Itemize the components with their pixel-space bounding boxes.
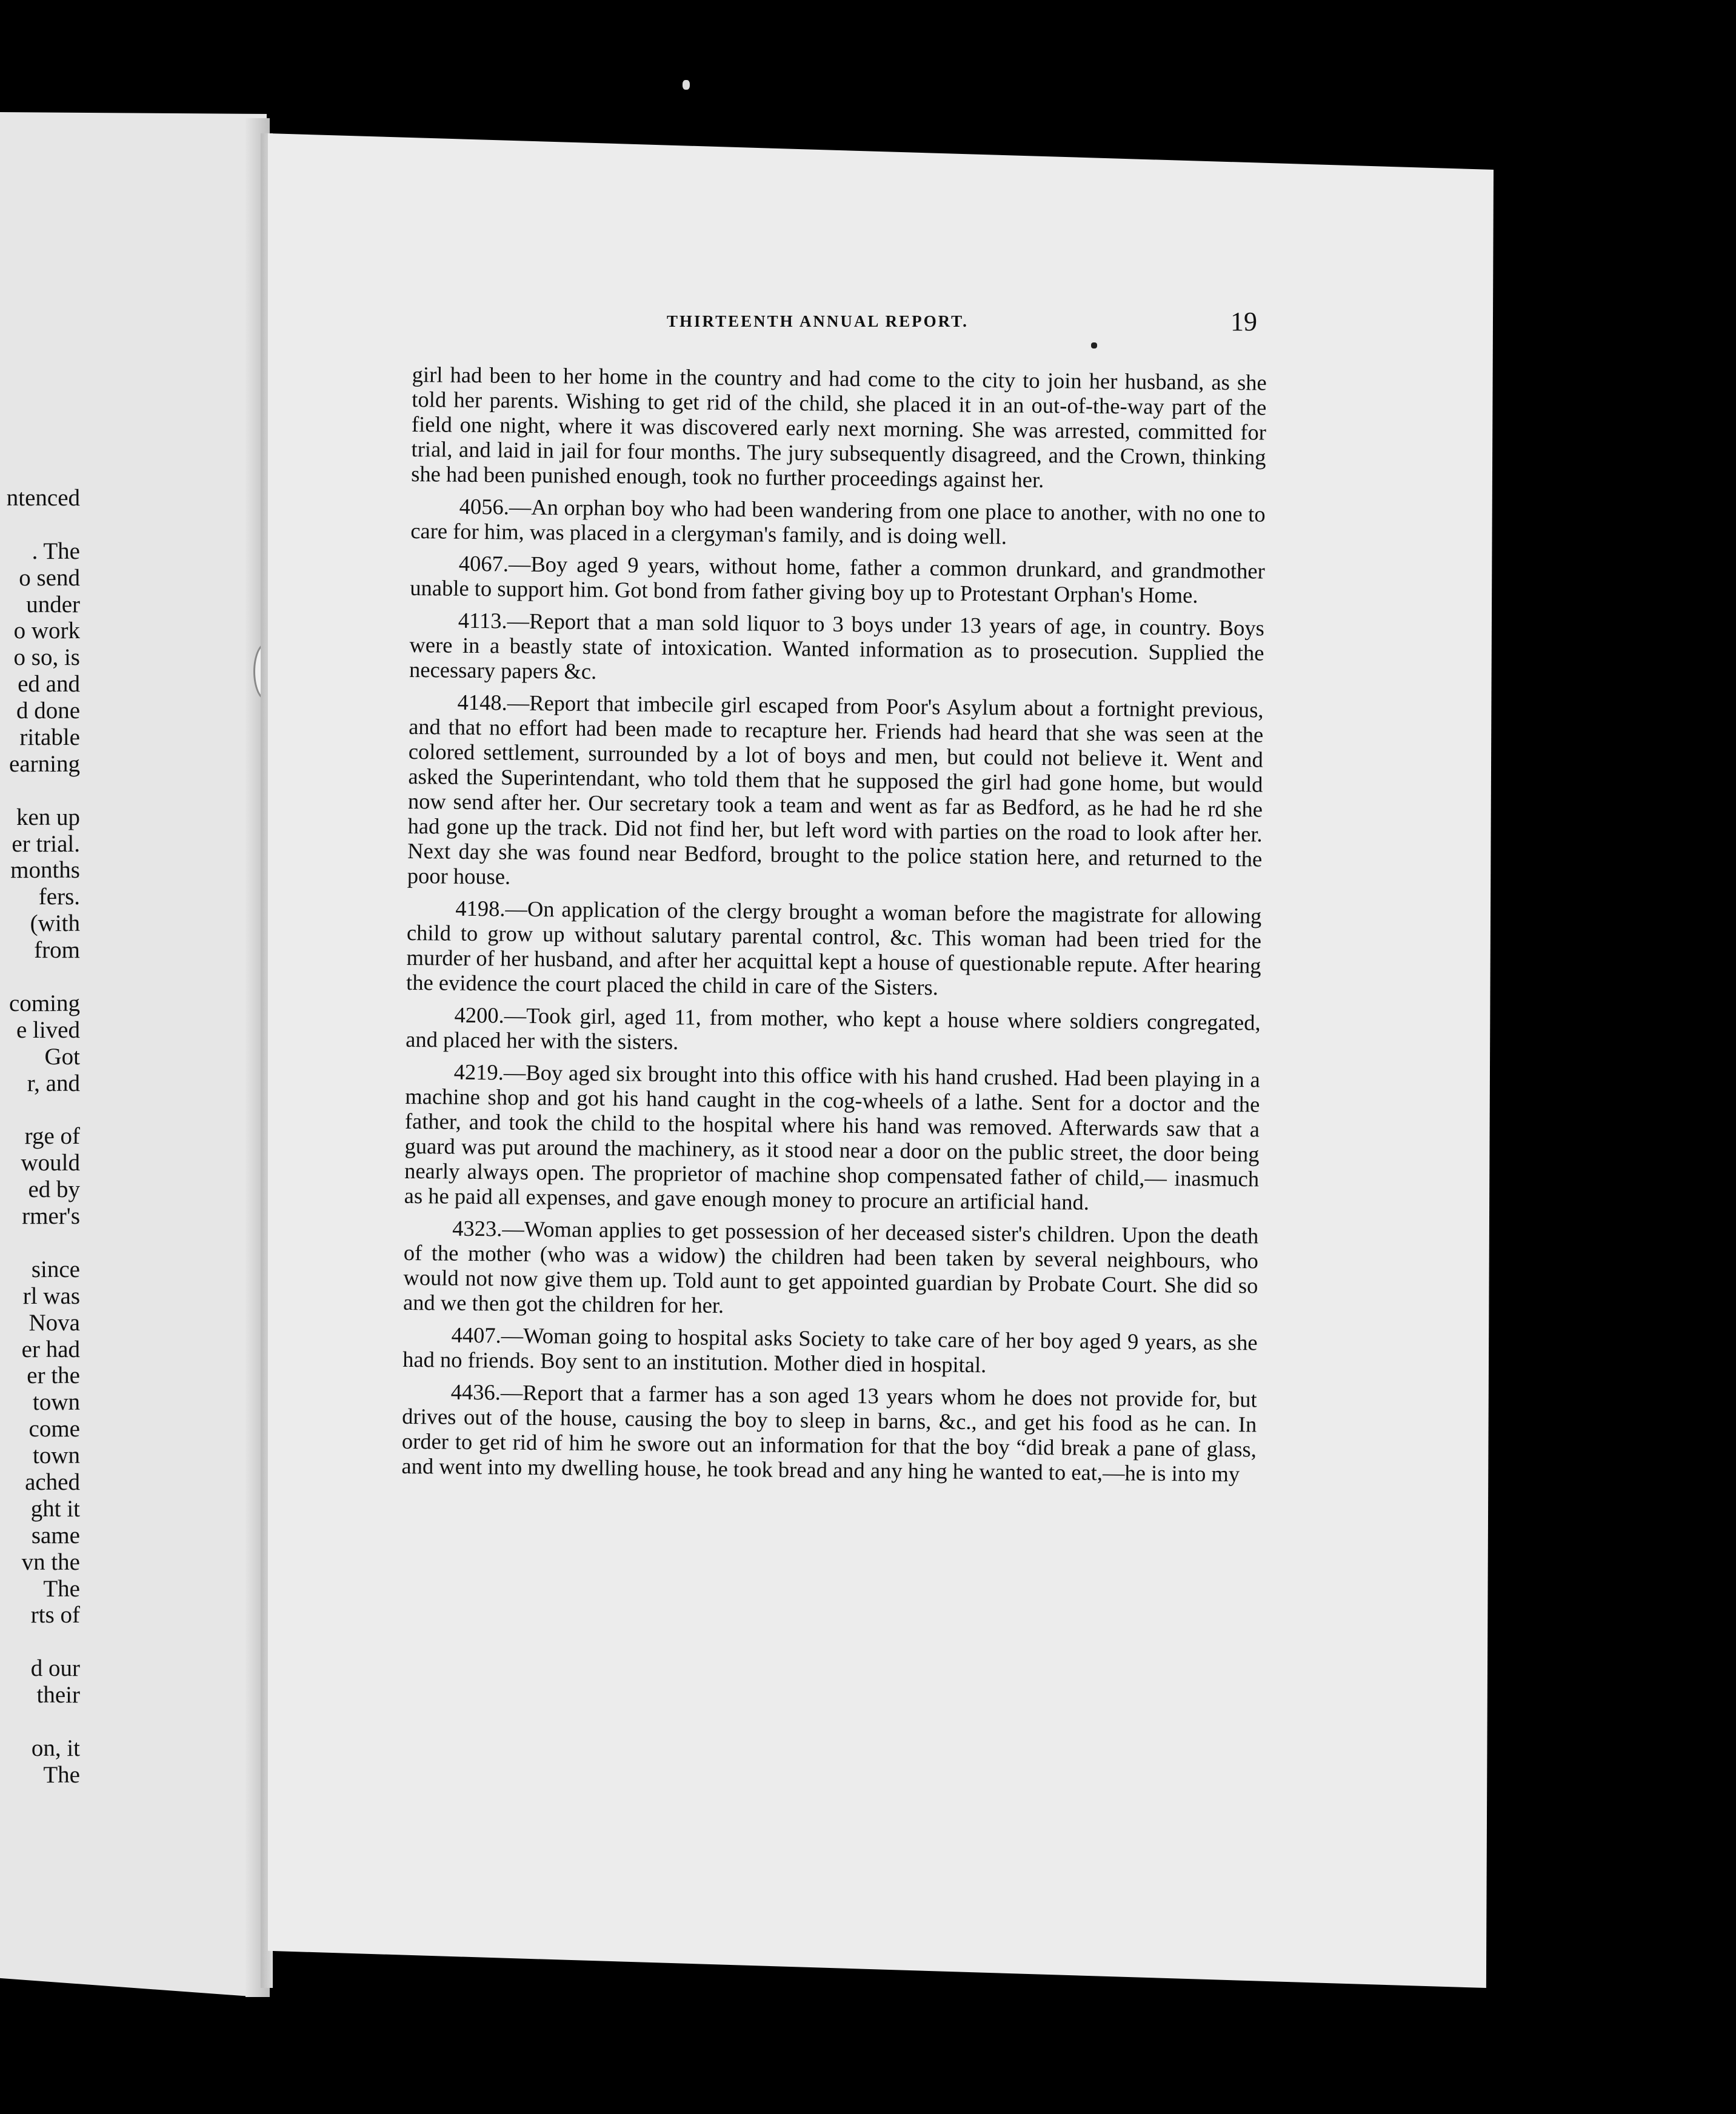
left-page-line: same <box>31 1522 80 1549</box>
left-page-line <box>0 1230 80 1256</box>
left-page-line: d our <box>30 1655 80 1682</box>
left-page-line: rmer's <box>22 1203 80 1230</box>
left-page-line: fers. <box>38 884 80 910</box>
left-page-line: d done <box>16 698 80 724</box>
left-page-line: The <box>43 1575 80 1602</box>
left-page-line: rts of <box>30 1602 80 1629</box>
left-page-line: r, and <box>27 1070 80 1096</box>
left-page-text <box>0 485 80 1789</box>
left-page-line: o send <box>19 564 80 591</box>
left-page-line <box>0 512 80 538</box>
left-page-line: . The <box>32 538 80 564</box>
left-page-line: rge of <box>24 1123 80 1150</box>
left-page-line: vn the <box>21 1549 80 1575</box>
left-page-line: town <box>33 1389 80 1416</box>
case-entry-4200: 4200.—Took girl, aged 11, from mother, who kept a house where soldiers congregated, and placed her with the sisters. <box>406 1002 1261 1055</box>
case-entry-4148: 4148.—Report that imbecile girl escaped from Poor's Asylum about a fortnight previous, and that no effort had been made to recapture her. Friends had heard that she was seen at the colored settlement, surrounded by a lot of boys and men, but could not believe it. Went and asked the Superintendant, who told them that he supposed the girl had gone home, but would now send after her. Our secretary took a team and went as far as Bedford, as he had he rd she had gone up the track. Did not find her, but left word with parties on the road to look after her. Next day she was found near Bedford, brought to the police station here, and returned to the poor house. <box>407 689 1264 889</box>
dust-speck <box>1091 342 1097 348</box>
left-page-line: ached <box>25 1469 80 1495</box>
case-entry-4436: 4436.—Report that a farmer has a son aged 13 years whom he does not provide for, but drives out of the house, causing the boy to sleep in barns, &c., and get his food as he can. In order to get rid of him he swore out an information for that the boy “did break a pane of glass, and went into my dwelling house, he took bread and any hing he wanted to eat,—he is into my <box>401 1379 1257 1487</box>
case-entry-4056: 4056.—An orphan boy who had been wandering from one place to another, with no one to care for him, was placed in a clergyman's family, and is doing well. <box>410 493 1266 549</box>
case-entry-4219: 4219.—Boy aged six brought into this office with his hand crushed. Had been playing in a machine shop and got his hand caught in the cog-wheels of a lathe. Sent for a doctor and the father, and took the child to the hospital where his hand was removed. Afterwards saw that a guard was put around the machinery, as it stood near a door on the public street, the door being nearly always open. The proprietor of machine shop compensated father of child,— inasmuch as he paid all expenses, and gave enough money to procure an artificial hand. <box>404 1059 1260 1215</box>
left-page-line: their <box>36 1682 80 1709</box>
left-page-line <box>0 1629 80 1655</box>
left-page-line: rl was <box>22 1282 80 1309</box>
left-page-line: ken up <box>16 804 80 830</box>
case-entry-4407: 4407.—Woman going to hospital asks Society to take care of her boy aged 9 years, as she had no friends. Boy sent to an institution. Mother died in hospital. <box>402 1322 1258 1378</box>
left-page-line: ritable <box>19 724 80 751</box>
report-title: THIRTEENTH ANNUAL REPORT. <box>667 312 969 330</box>
page-number: 19 <box>1230 307 1257 336</box>
left-page-line <box>0 964 80 990</box>
case-entry-4067: 4067.—Boy aged 9 years, without home, father a common drunkard, and grandmother unable to support him. Got bond from father giving boy up to Protestant Orphan's Home. <box>410 550 1265 608</box>
case-entry-4198: 4198.—On application of the clergy brought a woman before the magistrate for allowing child to grow up without salutary parental control, &c. This woman had been tried for the murder of her husband, and after her acquittal kept a house of questionable repute. After hearing the evidence the court placed the child in care of the Sisters. <box>406 895 1262 1000</box>
left-page-line: months <box>10 857 80 884</box>
left-page-line: on, it <box>31 1735 80 1761</box>
left-page-line: ed by <box>28 1176 80 1203</box>
left-page-line: e lived <box>16 1016 80 1043</box>
left-page-line: coming <box>9 990 80 1016</box>
left-page-line: (with <box>30 910 80 937</box>
left-page-line <box>0 778 80 804</box>
left-page-line: Nova <box>28 1309 80 1336</box>
left-page-line <box>0 1709 80 1735</box>
body-text <box>401 362 1267 1493</box>
left-page-line: o work <box>13 618 80 644</box>
left-page-line <box>0 1096 80 1123</box>
left-page-line: er the <box>27 1362 80 1389</box>
left-page-line: would <box>21 1150 80 1176</box>
left-page-line: town <box>33 1442 80 1469</box>
left-page-line: since <box>31 1256 80 1282</box>
case-entry-4323: 4323.—Woman applies to get possession of her deceased sister's children. Upon the death of the mother (who was a widow) the children had been taken by several neighbours, who would not now give them up. Told aunt to get appointed guardian by Probate Court. She did so and we then got the children for her. <box>402 1215 1259 1318</box>
left-page-line: come <box>28 1416 80 1442</box>
left-page-line: Got <box>44 1043 80 1070</box>
left-page-line: ed and <box>18 671 80 698</box>
case-entry-4113: 4113.—Report that a man sold liquor to 3 boys under 13 years of age, in country. Boys were in a beastly state of intoxication. Wanted information as to prosecution. Supplied the necessary papers &c. <box>409 607 1265 684</box>
left-page-line: from <box>34 937 80 964</box>
left-page-line: under <box>26 591 80 618</box>
left-page-line: The <box>43 1761 80 1788</box>
left-page-line: er trial. <box>12 830 80 857</box>
running-header <box>667 307 1264 336</box>
left-page-line: ntenced <box>6 485 80 511</box>
left-page-line: ght it <box>30 1495 80 1522</box>
left-page-line: o so, is <box>13 644 80 671</box>
left-page-line: earning <box>9 750 80 777</box>
paragraph: girl had been to her home in the country and had come to the city to join her husband, as she told her parents. Wishing to get rid of the child, she placed it in an out-of-the-way part of the field one night, where it was discovered early next morning. She was arrested, committed for trial, and laid in jail for four months. The jury subsequently disagreed, and the Crown, thinking she had been punished enough, took no further proceedings against her. <box>411 362 1267 493</box>
dust-speck <box>683 80 690 90</box>
left-page-line: er had <box>21 1336 80 1362</box>
